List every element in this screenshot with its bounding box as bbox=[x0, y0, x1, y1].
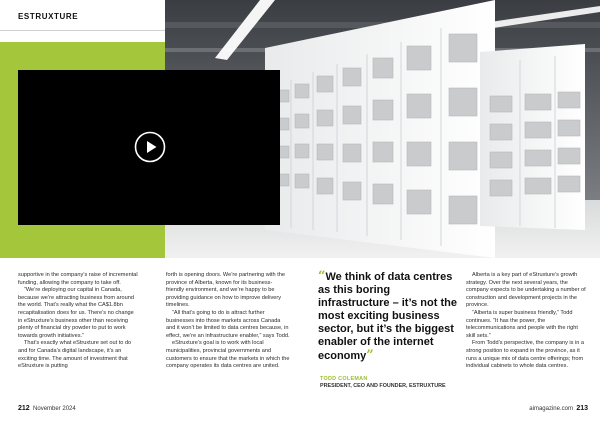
paragraph: That’s exactly what eStruxture set out to do and for Canada’s digital landscape, it’s an exciting time. The amount of investment that eStruxture is putting bbox=[18, 340, 132, 370]
paragraph: “All that’s going to do is attract further businesses into those markets across Canada and it won’t be limited to data centres because, in effect, we’re an infrastructure enabler,” says Todd. bbox=[166, 309, 290, 339]
paragraph: Alberta is a key part of eStruxture’s growth strategy. Over the next several years, the company expects to be undertaking a number of construction and development projects in the province. bbox=[466, 272, 586, 309]
paragraph: “Alberta is super business friendly,” Todd continues. “It has the power, the telecommunications and people with the right skill sets.” bbox=[466, 309, 578, 339]
quote-close-mark: ” bbox=[366, 348, 374, 363]
paragraph: From Todd’s perspective, the company is in a strong position to expand in the province, as it runs a unique mix of data centre offerings; from individual cabinets to whole data centres. bbox=[466, 340, 585, 370]
website-link[interactable]: aimagazine.com bbox=[529, 406, 573, 412]
page-number-left: 212 bbox=[18, 405, 30, 412]
video-player[interactable] bbox=[18, 70, 280, 225]
page-number-right: 213 bbox=[576, 405, 588, 412]
quote-attribution-role: PRESIDENT, CEO AND FOUNDER, ESTRUXTURE bbox=[320, 383, 446, 389]
paragraph: forth is opening doors. We’re partnering with the province of Alberta, known for its business-friendly environment, and we’re happy to be providing guidance on how to improve delivery timelines. bbox=[166, 272, 285, 309]
quote-attribution-name: TODD COLEMAN bbox=[320, 376, 368, 382]
quote-open-mark: “ bbox=[318, 269, 326, 284]
header-divider bbox=[0, 30, 165, 31]
play-icon[interactable] bbox=[134, 131, 166, 163]
footer-left bbox=[18, 405, 76, 412]
article-column-2 bbox=[166, 272, 290, 371]
paragraph: eStruxture’s goal is to work with local municipalities, provincial governments and customers to ensure that the markets in which the company operates its data centres are united. bbox=[166, 340, 290, 370]
pull-quote bbox=[318, 270, 458, 363]
article-column-4 bbox=[466, 272, 588, 371]
magazine-section-label: ESTRUXTURE bbox=[18, 12, 79, 21]
paragraph: supportive in the company’s raise of incremental funding, allowing the company to take off. bbox=[18, 272, 138, 286]
pull-quote-text: We think of data centres as this boring infrastructure – it’s not the most exciting business sector, but it’s the biggest enabler of the internet economy bbox=[318, 271, 457, 362]
article-column-1 bbox=[18, 272, 138, 371]
issue-date: November 2024 bbox=[33, 406, 76, 412]
paragraph: “We’re deploying our capital in Canada, because we’re attracting business from around the world. That’s really what the CA$1.8bn recapitalisation does for us. There’s no change in eStruxture’s business other than receiving plenty of financial dry powder to put to work towards growth initiatives.” bbox=[18, 287, 134, 339]
footer-right bbox=[529, 405, 588, 412]
